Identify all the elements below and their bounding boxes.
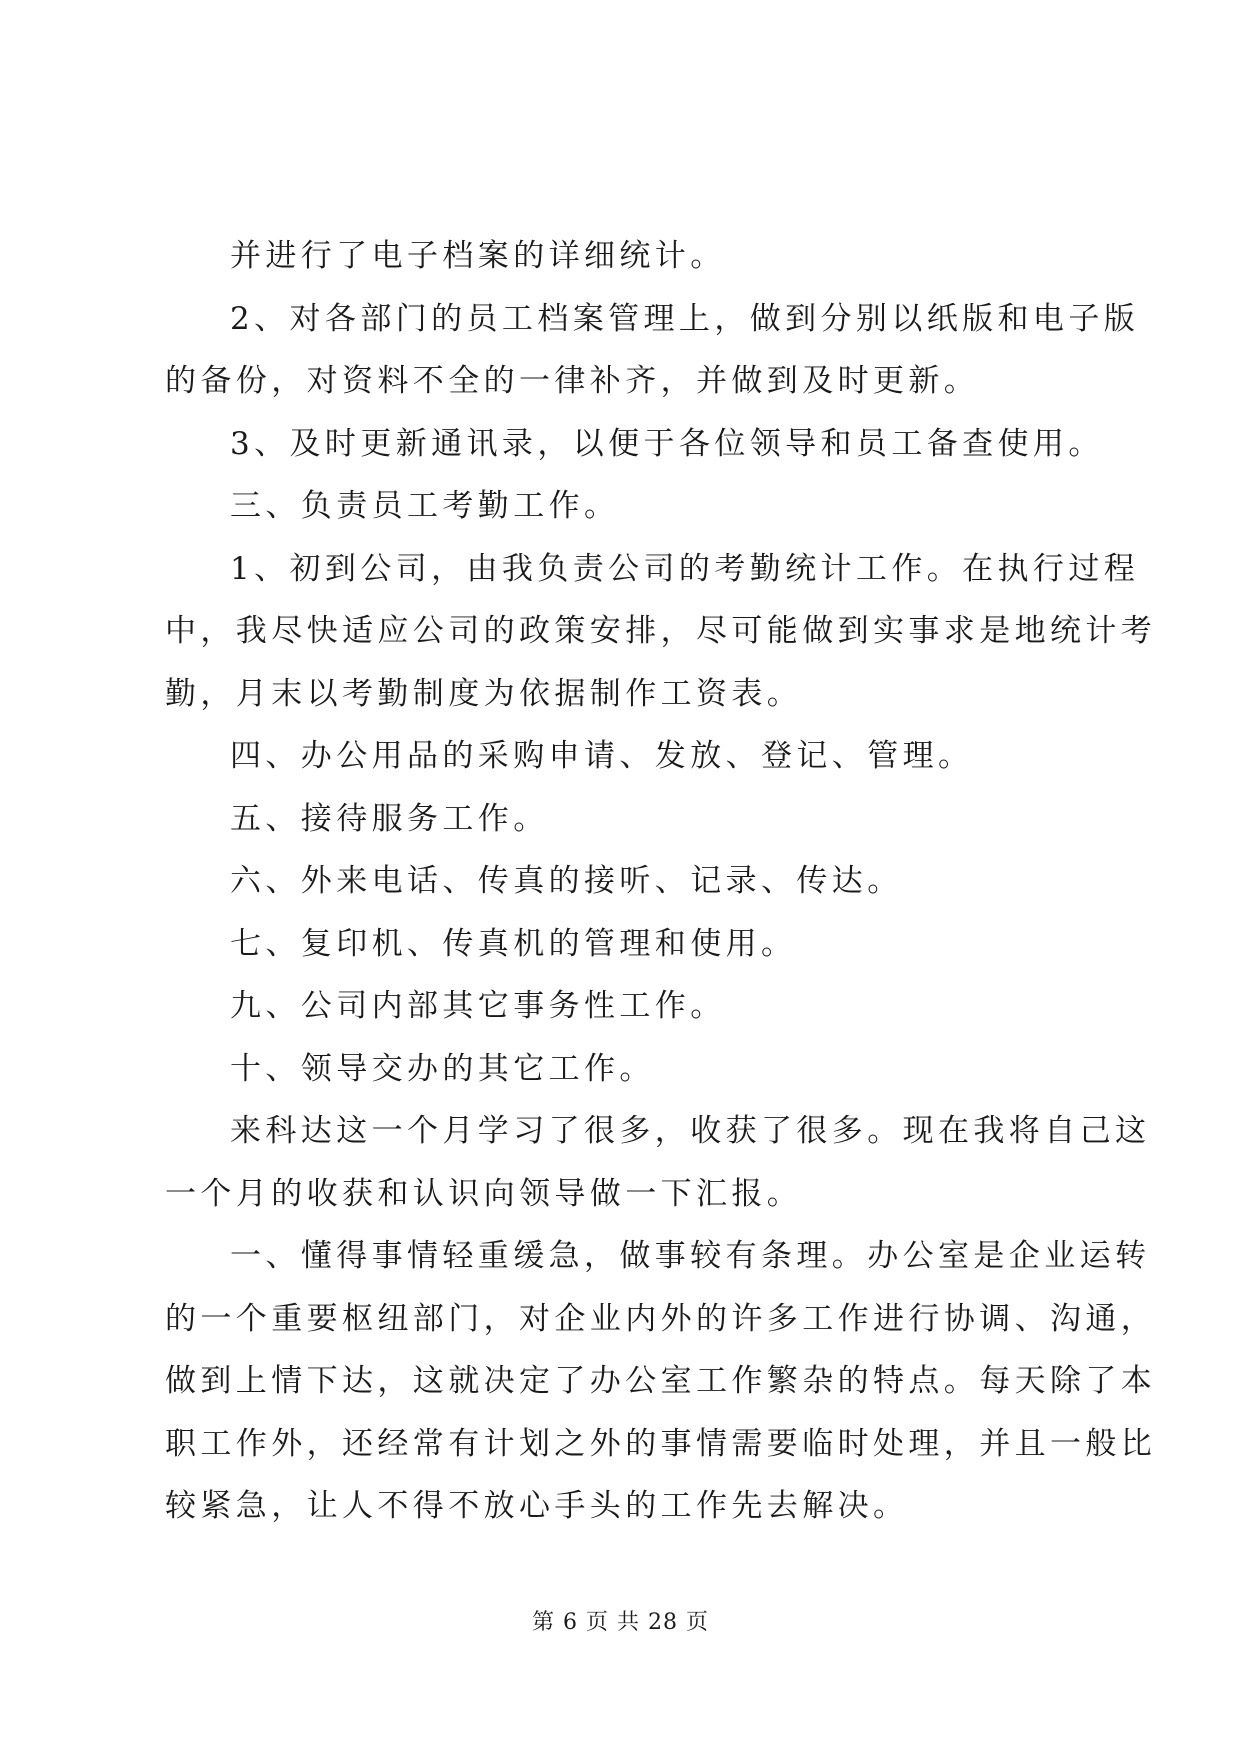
text-line: 较紧急，让人不得不放心手头的工作先去解决。 [165,1488,909,1524]
section-heading: 十、领导交办的其它工作。 [230,1050,655,1087]
text-line: 一、懂得事情轻重缓急，做事较有条理。办公室是企业运转 [230,1238,1151,1274]
section-heading: 六、外来电话、传真的接听、记录、传达。 [230,863,903,899]
page-number-footer: 第 6 页 共 28 页 [532,1610,709,1635]
text-line: 职工作外，还经常有计划之外的事情需要临时处理，并且一般比 [165,1425,1157,1462]
text-line: 2、对各部门的员工档案管理上，做到分别以纸版和电子版 [230,300,1140,337]
text-line: 一个月的收获和认识向领导做一下汇报。 [165,1175,803,1212]
text-line: 3、及时更新通讯录，以便于各位领导和员工备查使用。 [230,425,1104,462]
text-line: 并进行了电子档案的详细统计。 [230,238,726,274]
section-heading: 四、办公用品的采购申请、发放、登记、管理。 [230,738,974,774]
document-body [165,225,1157,1538]
text-line: 的备份，对资料不全的一律补齐，并做到及时更新。 [165,363,980,399]
section-heading: 五、接待服务工作。 [230,800,549,837]
text-line: 勤，月末以考勤制度为依据制作工资表。 [165,675,803,712]
text-line: 的一个重要枢纽部门，对企业内外的许多工作进行协调、沟通， [165,1300,1157,1337]
text-line: 中，我尽快适应公司的政策安排，尽可能做到实事求是地统计考 [165,613,1157,649]
section-heading: 九、公司内部其它事务性工作。 [230,988,726,1024]
text-line: 来科达这一个月学习了很多，收获了很多。现在我将自己这 [230,1113,1151,1149]
text-line: 做到上情下达，这就决定了办公室工作繁杂的特点。每天除了本 [165,1363,1157,1399]
section-heading: 三、负责员工考勤工作。 [230,488,620,524]
text-line: 1、初到公司，由我负责公司的考勤统计工作。在执行过程 [230,550,1140,587]
section-heading: 七、复印机、传真机的管理和使用。 [230,925,797,962]
